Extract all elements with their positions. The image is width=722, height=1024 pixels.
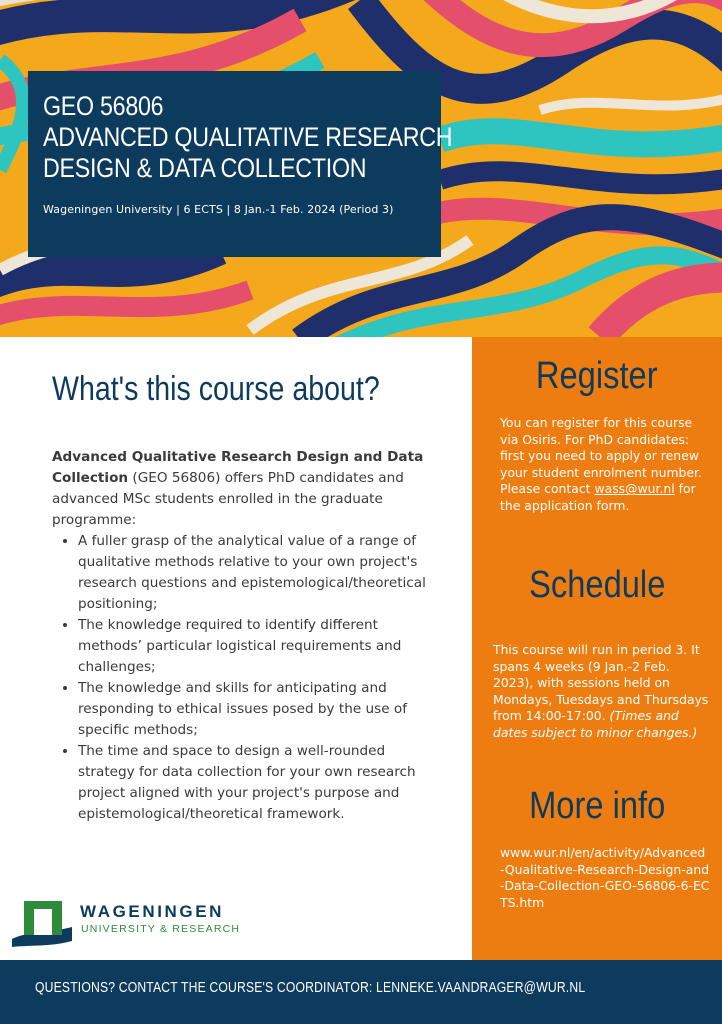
register-text: You can register for this course via Osiris. For PhD candidates: first you need to apply or renew your student enrolment number. Please contact wass@wur.nl for the application form. xyxy=(500,415,702,513)
about-bullet-4: • The time and space to design a well-rounded strategy for data collection for your own research project aligned with your project's purpose and epistemological/theoretical framework. xyxy=(78,741,432,825)
course-title-line-2: DESIGN & DATA COLLECTION xyxy=(43,153,367,183)
about-bullet-list xyxy=(52,531,432,825)
more-info-url[interactable]: www.wur.nl/en/activity/Advanced-Qualitative-Research-Design-and-Data-Collection-GEO-56806-6-ECTS.htm xyxy=(500,845,710,910)
about-intro xyxy=(52,447,432,531)
main-column xyxy=(0,337,472,960)
about-intro-bold: Advanced Qualitative Research Design and Data Collection xyxy=(52,449,424,486)
schedule-text: This course will run in period 3. It spans 4 weeks (9 Jan.-2 Feb. 2023), with sessions held on Mondays, Tuesdays and Thursdays from 14:00-17:00. (Times and dates subject to minor changes.) xyxy=(493,642,709,740)
course-title-box xyxy=(28,71,453,257)
about-intro-rest: (GEO 56806) offers PhD candidates and advanced MSc students enrolled in the graduate programme: xyxy=(52,470,404,528)
about-bullet-2: • The knowledge required to identify different methods’ particular logistical requirements and challenges; xyxy=(78,615,432,678)
course-subtitle: Wageningen University | 6 ECTS | 8 Jan.-1 Feb. 2024 (Period 3) xyxy=(43,203,394,216)
about-body xyxy=(52,447,432,825)
about-heading: What's this course about? xyxy=(52,370,380,408)
wur-logo-name: WAGENINGEN xyxy=(80,902,225,921)
course-code: GEO 56806 xyxy=(43,91,164,121)
hero-banner xyxy=(0,0,722,337)
wur-logo-icon xyxy=(10,897,74,947)
schedule-note: (Times and dates subject to minor changes.) xyxy=(493,708,698,740)
register-email-link[interactable]: wass@wur.nl xyxy=(594,481,675,497)
contact-footer xyxy=(0,960,722,1024)
register-heading: Register xyxy=(536,355,658,397)
schedule-heading: Schedule xyxy=(528,564,666,606)
wur-logo xyxy=(10,897,250,947)
info-sidebar xyxy=(472,337,722,960)
wur-logo-subtitle: UNIVERSITY & RESEARCH xyxy=(81,923,241,935)
more-info-heading: More info xyxy=(528,785,666,827)
course-title-line-1: ADVANCED QUALITATIVE RESEARCH xyxy=(43,122,453,152)
about-bullet-1: • A fuller grasp of the analytical value of a range of qualitative methods relative to your own project's research questions and epistemological/theoretical positioning; xyxy=(78,531,432,615)
about-bullet-3: • The knowledge and skills for anticipating and responding to ethical issues posed by the use of specific methods; xyxy=(78,678,432,741)
contact-footer-text: QUESTIONS? CONTACT THE COURSE'S COORDINATOR: LENNEKE.VAANDRAGER@WUR.NL xyxy=(35,980,586,996)
